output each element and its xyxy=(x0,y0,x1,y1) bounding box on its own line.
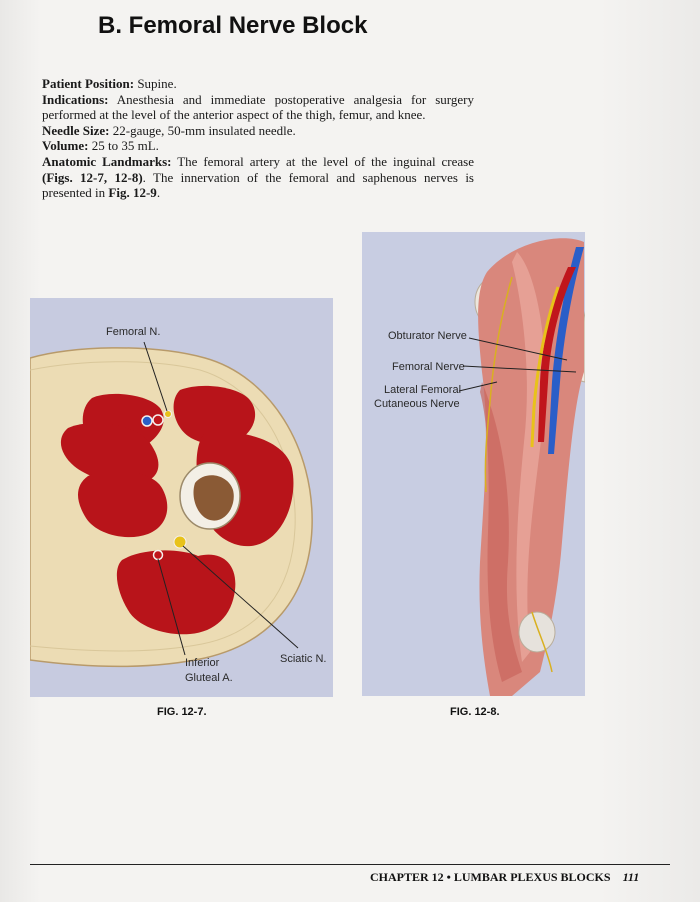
landmarks-text-2: . The innervation of the femoral and saphenous nerves is presented in xyxy=(42,169,474,201)
label-inferior-gluteal-line2: Gluteal A. xyxy=(185,672,233,684)
patient-position-label: Patient Position: xyxy=(42,76,135,91)
volume-value: 25 to 35 mL. xyxy=(91,138,159,154)
indications-label: Indications: xyxy=(42,91,109,107)
body-text xyxy=(42,76,474,201)
caption-fig-12-8: FIG. 12-8. xyxy=(450,706,500,718)
footer-chapter: CHAPTER 12 • LUMBAR PLEXUS BLOCKS xyxy=(370,870,611,884)
femoral-vein-dot xyxy=(142,416,152,426)
anterior-thigh-illustration xyxy=(362,232,585,696)
label-lateral-femoral-line2: Cutaneous Nerve xyxy=(374,398,460,410)
patient-position-paragraph xyxy=(42,76,474,92)
page-title: B. Femoral Nerve Block xyxy=(98,12,368,39)
page-footer xyxy=(370,870,639,885)
landmarks-text-3: . xyxy=(156,185,161,201)
inferior-gluteal-artery-dot xyxy=(154,551,163,560)
landmarks-figure-ref-2: Fig. 12-9 xyxy=(108,185,157,201)
femoral-artery-dot xyxy=(153,415,163,425)
figure-12-8-anterior-thigh xyxy=(362,232,585,696)
label-sciatic-n: Sciatic N. xyxy=(280,653,327,665)
caption-fig-12-7: FIG. 12-7. xyxy=(157,706,207,718)
footer-page-number: 111 xyxy=(622,870,640,884)
sciatic-nerve-dot xyxy=(174,536,186,548)
indications-paragraph xyxy=(42,92,474,123)
volume-label: Volume: xyxy=(42,138,89,154)
cross-section-illustration xyxy=(30,298,333,697)
kneecap xyxy=(519,612,555,652)
femoral-nerve-dot xyxy=(165,411,172,418)
landmarks-paragraph xyxy=(42,154,474,201)
volume-paragraph xyxy=(42,138,474,154)
label-femoral-n: Femoral N. xyxy=(106,326,161,338)
needle-size-value: 22-gauge, 50-mm insulated needle. xyxy=(112,122,296,138)
needle-size-label: Needle Size: xyxy=(42,122,110,138)
figure-12-7-cross-section xyxy=(30,298,333,697)
label-lateral-femoral-line1: Lateral Femoral xyxy=(384,384,462,396)
landmarks-text-1: The femoral artery at the level of the inguinal crease xyxy=(177,153,474,169)
landmarks-label: Anatomic Landmarks: xyxy=(42,153,172,169)
label-femoral-nerve: Femoral Nerve xyxy=(392,361,465,373)
patient-position-value: Supine. xyxy=(137,76,177,91)
label-obturator-nerve: Obturator Nerve xyxy=(388,330,467,342)
indications-value: Anesthesia and immediate postoperative analgesia for surgery performed at the level of the anterior aspect of the thigh, femur, and knee. xyxy=(42,91,474,123)
footer-rule xyxy=(30,864,670,865)
needle-size-paragraph xyxy=(42,123,474,139)
landmarks-figure-ref-1: (Figs. 12-7, 12-8) xyxy=(42,169,143,185)
label-inferior-gluteal-line1: Inferior xyxy=(185,657,220,669)
